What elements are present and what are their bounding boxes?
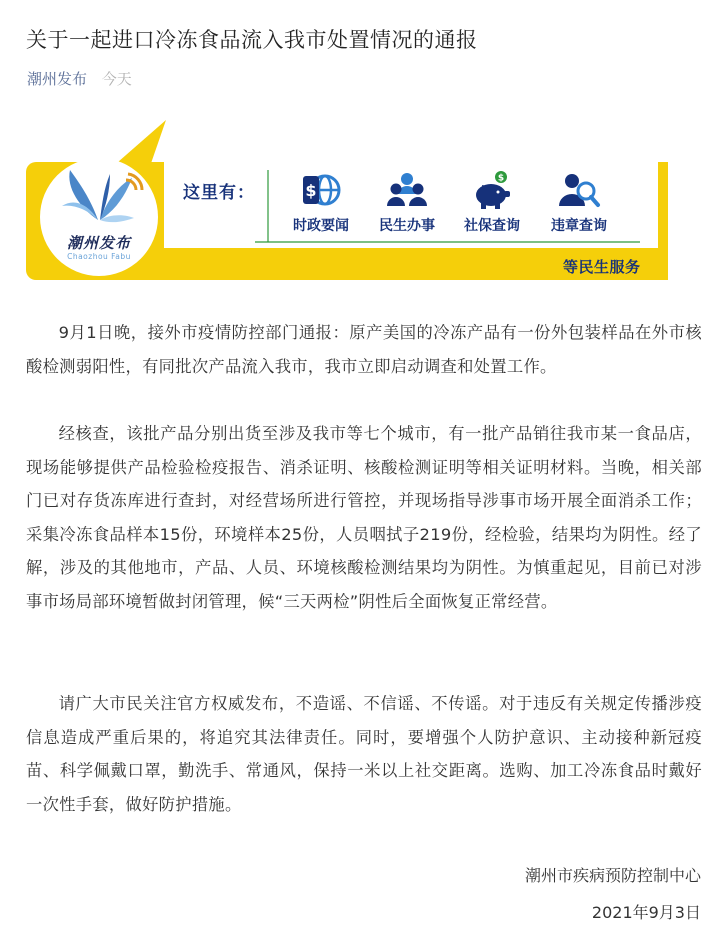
body-paragraph-2: 经核查，该批产品分别出货至涉及我市等七个城市，有一批产品销往我市某一食品店，现场能够提供产品检验检疫报告、消杀证明、核酸检测证明等相关证明材料。当晚，相关部门已对存货冻库进行查封，对经营场所进行管控，并现场指导涉事市场开展全面消杀工作；采集冷冻食品样本15份，环境样本25份，人员咽拭子219份，经检验，结果均为阴性。经了解，涉及的其他地市，产品、人员、环境核酸检测结果均为阴性。为慎重起见，目前已对涉事市场局部环境暂做封闭管理，候“三天两检”阴性后全面恢复正常经营。: [26, 424, 702, 611]
service-label: 违章查询: [551, 218, 607, 234]
logo-subtext: Chaozhou Fabu: [67, 252, 131, 261]
service-violation-query[interactable]: [534, 170, 624, 235]
publish-time: 今天: [101, 70, 132, 88]
service-social-security[interactable]: [447, 170, 537, 235]
service-civil-affairs[interactable]: [362, 170, 452, 235]
body-paragraph-1: 9月1日晚，接外市疫情防控部门通报：原产美国的冷冻产品有一份外包装样品在外市核酸检测弱阳性，有同批次产品流入我市，我市立即启动调查和处置工作。: [26, 323, 702, 376]
here-label: 这里有：: [183, 183, 255, 203]
service-politics-news[interactable]: [276, 170, 366, 235]
signature-date: 2021年9月3日: [591, 903, 701, 922]
svg-text:$: $: [305, 181, 317, 200]
piggy-bank-icon: [470, 170, 514, 210]
service-label: 民生办事: [379, 218, 435, 234]
svg-text:$: $: [497, 173, 505, 184]
logo-text: 潮州发布: [66, 234, 131, 252]
people-group-icon: [385, 170, 429, 210]
body-paragraph-3: 请广大市民关注官方权威发布，不造谣、不信谣、不传谣。对于违反有关规定传播涉疫信息造成严重后果的，将追究其法律责任。同时，要增强个人防护意识、主动接种新冠疫苗、科学佩戴口罩，勤洗手、常通风，保持一米以上社交距离。选购、加工冷冻食品时戴好一次性手套，做好防护措施。: [26, 694, 702, 814]
service-label: 社保查询: [464, 218, 520, 234]
signature-org: 潮州市疾病预防控制中心: [524, 866, 701, 885]
source-account-link[interactable]: 潮州发布: [27, 70, 88, 88]
butterfly-logo-icon: [40, 158, 158, 238]
search-person-icon: [557, 170, 601, 210]
brand-logo: [40, 158, 158, 276]
more-services-label: 等民生服务: [563, 258, 641, 276]
globe-dollar-icon: [299, 170, 343, 210]
service-label: 时政要闻: [293, 218, 349, 234]
article-title: 关于一起进口冷冻食品流入我市处置情况的通报: [26, 28, 478, 52]
